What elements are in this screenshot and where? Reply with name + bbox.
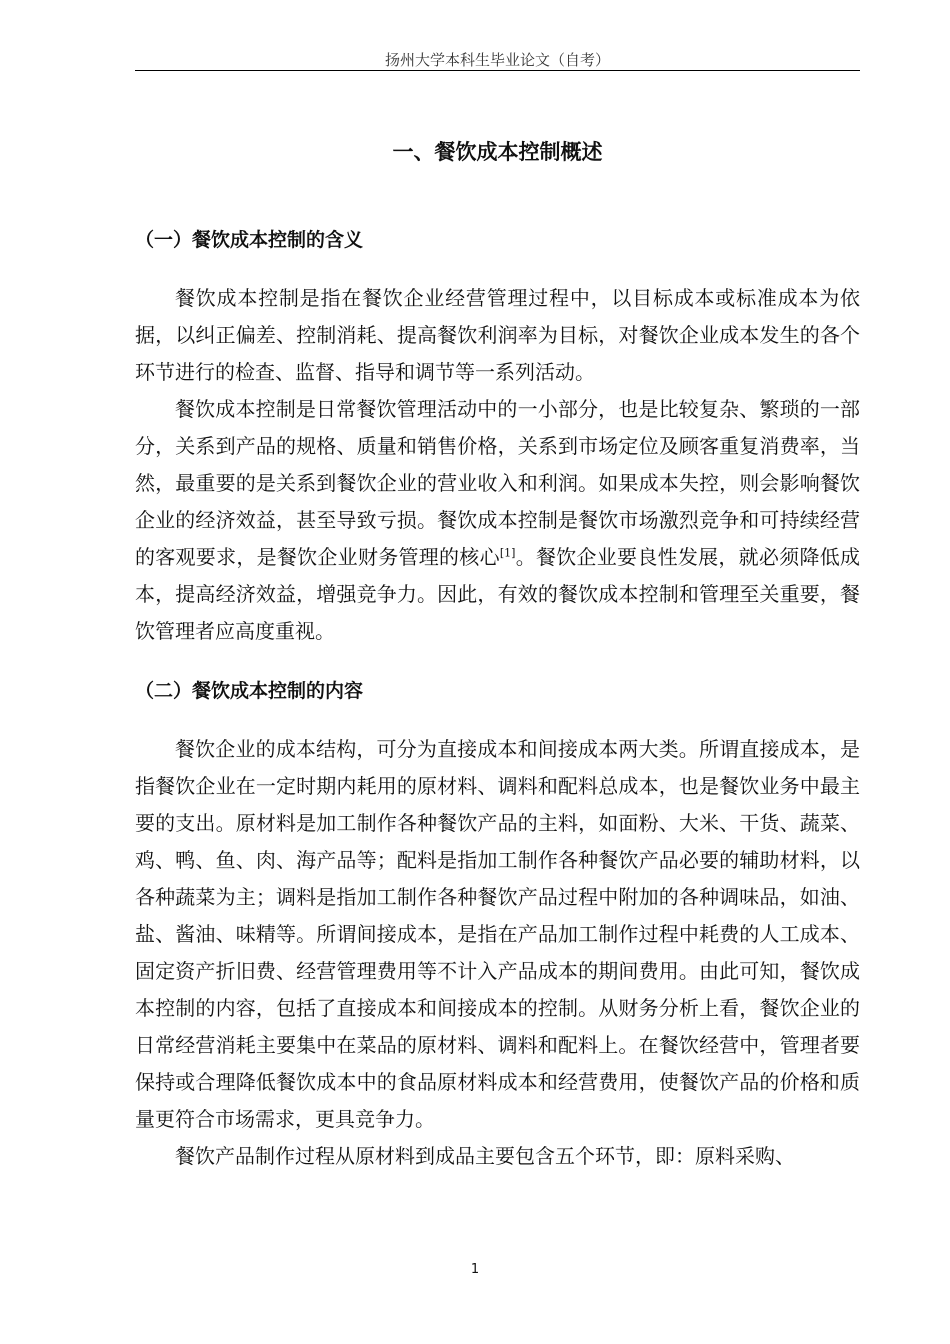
paragraph [135,391,860,650]
chapter-title: 一、餐饮成本控制概述 [392,140,603,164]
header-divider [135,70,860,71]
paragraph: 餐饮企业的成本结构，可分为直接成本和间接成本两大类。所谓直接成本，是指餐饮企业在一定时期内耗用的原材料、调料和配料总成本，也是餐饮业务中最主要的支出。原材料是加工制作各种餐饮产品的主料，如面粉、大米、干货、蔬菜、鸡、鸭、鱼、肉、海产品等；配料是指加工制作各种餐饮产品必要的辅助材料，以各种蔬菜为主；调料是指加工制作各种餐饮产品过程中附加的各种调味品，如油、盐、酱油、味精等。所谓间接成本，是指在产品加工制作过程中耗费的人工成本、固定资产折旧费、经营管理费用等不计入产品成本的期间费用。由此可知，餐饮成本控制的内容，包括了直接成本和间接成本的控制。从财务分析上看，餐饮企业的日常经营消耗主要集中在菜品的原材料、调料和配料上。在餐饮经营中，管理者要保持或合理降低餐饮成本中的食品原材料成本和经营费用，使餐饮产品的价格和质量更符合市场需求，更具竞争力。 [135,737,860,1131]
section-body-content [135,731,860,1175]
paragraph: 餐饮产品制作过程从原材料到成品主要包含五个环节，即：原料采购、 [175,1144,795,1168]
section-title-content: （二）餐饮成本控制的内容 [135,680,364,702]
paragraph-text: 。餐饮企业要良性发展，就必须降低成本，提高经济效益，增强竞争力。因此，有效的餐饮成本控制和管理至关重要，餐饮管理者应高度重视。 [135,545,861,643]
paragraph: 餐饮成本控制是指在餐饮企业经营管理过程中，以目标成本或标准成本为依据，以纠正偏差、控制消耗、提高餐饮利润率为目标，对餐饮企业成本发生的各个环节进行的检查、监督、指导和调节等一系列活动。 [135,286,860,384]
section-title-meaning: （一）餐饮成本控制的含义 [135,229,364,251]
section-body-meaning [135,280,860,650]
page-number: 1 [470,1262,480,1277]
citation-marker[interactable]: [1] [499,546,516,560]
running-header: 扬州大学本科生毕业论文（自考） [384,51,610,69]
paragraph-text: 餐饮成本控制是日常餐饮管理活动中的一小部分，也是比较复杂、繁琐的一部分，关系到产品的规格、质量和销售价格，关系到市场定位及顾客重复消费率，当然，最重要的是关系到餐饮企业的营业收入和利润。如果成本失控，则会影响餐饮企业的经济效益，甚至导致亏损。餐饮成本控制是餐饮市场激烈竞争和可持续经营的客观要求，是餐饮企业财务管理的核心 [135,397,860,569]
